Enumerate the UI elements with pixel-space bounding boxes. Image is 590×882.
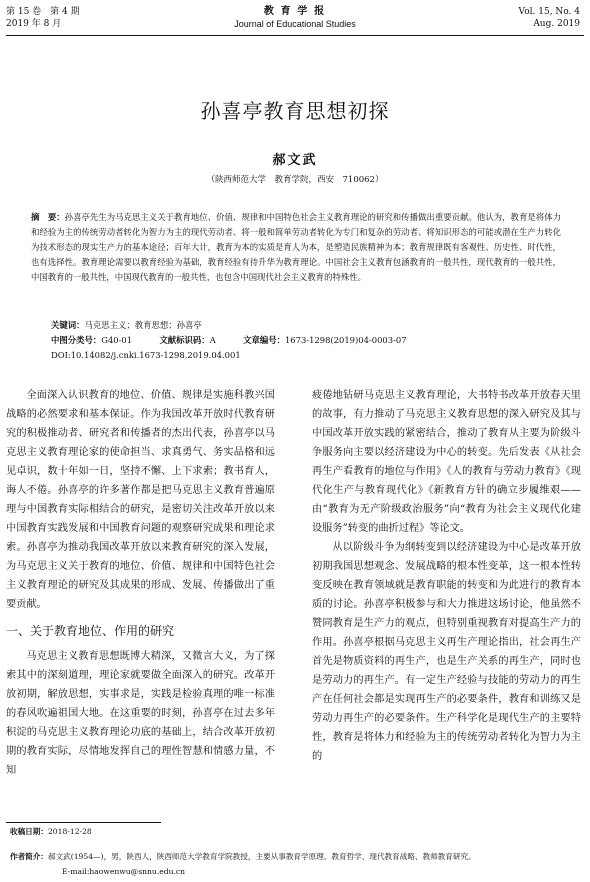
bio-text: 郝文武(1954—)，男，陕西人，陕西师范大学教育学院教授，主要从事教育学原理、教育哲学、现代教育战略、教师教育研究。 (47, 852, 476, 861)
journal-name-cn: 教 育 学 报 (263, 6, 327, 17)
keywords (51, 318, 202, 332)
classification-line (51, 333, 407, 347)
abstract (31, 210, 561, 285)
article-title: 孙喜亭教育思想初探 (200, 99, 390, 123)
running-header (0, 6, 590, 38)
abstract-label: 摘 要： (31, 212, 65, 222)
header-rule (6, 35, 584, 36)
volume-issue-en: Vol. 15, No. 4 (518, 7, 580, 17)
article-number-label: 文章编号： (243, 335, 285, 345)
doc-code-label: 文献标识码： (159, 335, 210, 345)
publication-date: 2019 年 8 月 (6, 19, 62, 29)
bio-label: 作者简介： (10, 852, 48, 861)
author-affiliation: （陕西师范大学 教育学院，西安 710062） (206, 175, 384, 185)
abstract-text: 孙喜亭先生为马克思主义关于教育地位、价值、规律和中国特色社会主义教育理论的研究和传播做出重要贡献。他认为，教育是将体力和经验为主的传统劳动者转化为智力为主的现代劳动者、将一般和简单劳动者转化为专门和复杂的劳动者、将知识形态的可能或潜在生产力转化为技术形态的现实生产力的基本途径；百年大计，教育为本的实质是育人为本，是塑造民族精神为本；教育规律既有客观性、历史性、时代性，也有选择性。教育理论需要以教育经验为基础，教育经验有待升华为教育理论。中国社会主义教育包涵教育的一般共性，现代教育的一般共性，中国教育的一般共性，中国现代教育的一般共性，也包含中国现代社会主义教育的特殊性。 (31, 212, 561, 283)
keywords-text: 马克思主义；教育思想；孙喜亭 (84, 320, 202, 330)
doc-code-value: A (209, 335, 216, 345)
journal-name-en: Journal of Educational Studies (234, 19, 356, 29)
section-heading: 一、关于教育地位、作用的研究 (6, 624, 175, 638)
journal-name (0, 6, 590, 30)
author-email: E-mail:haowenwu@snnu.edu.cn (62, 867, 186, 876)
body-paragraph: 疲倦地钻研马克思主义教育理论，大书特书改革开放春天里的故事，有力推动了马克思主义教育思想的深入研究及其与中国改革开放实践的紧密结合，推动了教育从主要为阶级斗争服务向主要以经济建设为中心的转变。先后发表《从社会再生产看教育的地位与作用》《人的教育与劳动力教育》《现代化生产与教育现代化》《新教育方针的确立步履维艰——由“教育为无产阶级政治服务”向“教育为社会主义现代化建设服务”转变的曲折过程》等论文。 (312, 390, 581, 534)
clc-value: G40-01 (101, 335, 133, 345)
body-paragraph: 马克思主义教育思想既博大精深，又微言大义，为了探索其中的深刻道理，理论家就要做全面深入的研究。改革开放初期，解放思想，实事求是，实践是检验真理的唯一标准的春风吹遍祖国大地。在这重要的时刻，孙喜亭在过去多年积淀的马克思主义教育理论功底的基础上，结合改革开放初期的教育实际，尽情地发挥自己的理性智慧和情感力量，不知 (6, 651, 275, 776)
footnote-rule (6, 822, 161, 823)
author-name: 郝文武 (272, 153, 318, 168)
article-number-value: 1673-1298(2019)04-0003-07 (284, 335, 407, 345)
keywords-label: 关键词： (51, 320, 85, 330)
body-column-right (312, 386, 581, 766)
received-label: 收稿日期： (10, 827, 48, 836)
body-column-left (6, 386, 275, 780)
volume-issue: 第 15 卷 第 4 期 (6, 7, 80, 17)
clc-label: 中图分类号： (51, 335, 102, 345)
author-bio (10, 851, 476, 863)
doi: DOI:10.14082/j.cnki.1673-1298.2019.04.001 (51, 350, 241, 360)
body-paragraph: 全面深入认识教育的地位、价值、规律是实施科教兴国战略的必然要求和基本保证。作为我国改革开放时代教育研究的积极推动者、研究者和传播者的杰出代表，孙喜亭以马克思主义教育理论家的使命担当、求真勇气、务实品格和远见卓识，数十年如一日，坚持不懈、上下求索；教书育人，诲人不倦。孙喜亭的许多著作都是把马克思主义教育普遍原理与中国教育实际相结合的研究，是密切关注改革开放以来中国教育实践发展和中国教育问题的观察研究成果和理论求索。孙喜亭为推动我国改革开放以来教育研究的深入发展，为马克思主义关于教育的地位、价值、规律和中国特色社会主义教育理论的研究及其成果的形成、发展、传播做出了重要贡献。 (6, 390, 275, 610)
publication-date-en: Aug. 2019 (533, 19, 580, 29)
received-date (10, 826, 92, 838)
body-paragraph: 从以阶级斗争为纲转变到以经济建设为中心是改革开放初期我国思想观念、发展战略的根本性变革，这一根本性转变反映在教育领域就是教育职能的转变和为此进行的教育本质的讨论。孙喜亭积极参与和大力推进这场讨论，他虽然不赞同教育是生产力的观点，但特别重视教育对提高生产力的作用。孙喜亭根据马克思主义再生产理论指出，社会再生产首先是物质资料的再生产，也是生产关系的再生产，同时也是劳动力的再生产。有一定生产经验与技能的劳动力的再生产在任何社会都是实现再生产的必要条件，教育和训练又是劳动力再生产的必要条件。生产科学化是现代生产的主要特性，教育是将体力和经验为主的传统劳动者转化为智力为主的 (312, 542, 581, 762)
volume-info-en (519, 6, 580, 30)
received-value: 2018-12-28 (47, 827, 92, 836)
